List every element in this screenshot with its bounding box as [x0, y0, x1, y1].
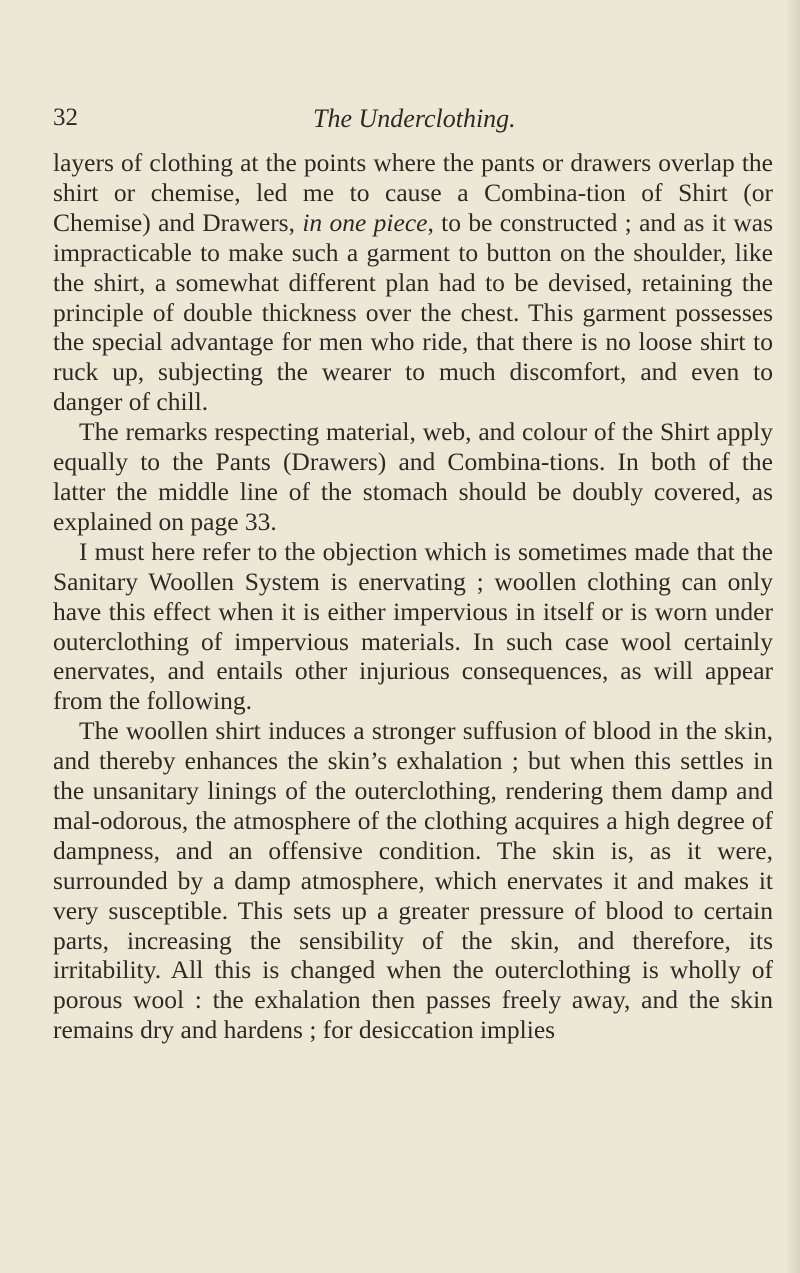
paragraph-4: The woollen shirt induces a stronger suffusion of blood in the skin, and thereby enhances the skin’s exhalation ; but when this settles in the unsanitary linings of the outerclothing, rendering them damp and mal-odorous, the atmosphere of the clothing acquires a high degree of dampness, and an offensive condition. The skin is, as it were, surrounded by a damp atmosphere, which enervates it and makes it very susceptible. This sets up a greater pressure of blood to certain parts, increasing the sensibility of the skin, and therefore, its irritability. All this is changed when the outerclothing is wholly of porous wool : the exhalation then passes freely away, and the skin remains dry and hardens ; for desiccation implies [53, 716, 773, 1045]
paragraph-2: The remarks respecting material, web, and colour of the Shirt apply equally to the Pants (Drawers) and Combina-tions. In both of the latter the middle line of the stomach should be doubly covered, as explained on page 33. [53, 417, 773, 536]
body-text [53, 148, 773, 1045]
paragraph-1-emphasis: in one piece [302, 207, 428, 237]
page-header [53, 104, 773, 138]
paragraph-1-text-a: layers of clothing at the points where the pants or drawers overlap the shirt or chemise, led me to cause a Combina-tion of Shirt (or Chemise) and Drawers, [53, 148, 773, 237]
page-number: 32 [53, 104, 78, 131]
paragraph-1-text-b: , to be constructed ; and as it was impracticable to make such a garment to button on the shoulder, like the shirt, a somewhat different plan had to be devised, retaining the principle of double thickness over the chest. This garment possesses the special advantage for men who ride, that there is no loose shirt to ruck up, subjecting the wearer to much discomfort, and even to danger of chill. [53, 207, 773, 417]
running-title: The Underclothing. [313, 104, 516, 133]
page-edge-shadow [786, 0, 800, 1273]
paragraph-3: I must here refer to the objection which is sometimes made that the Sanitary Woollen System is enervating ; woollen clothing can only have this effect when it is either impervious in itself or is worn under outerclothing of impervious materials. In such case wool certainly enervates, and entails other injurious consequences, as will appear from the following. [53, 536, 773, 716]
paragraph-1 [53, 148, 773, 417]
